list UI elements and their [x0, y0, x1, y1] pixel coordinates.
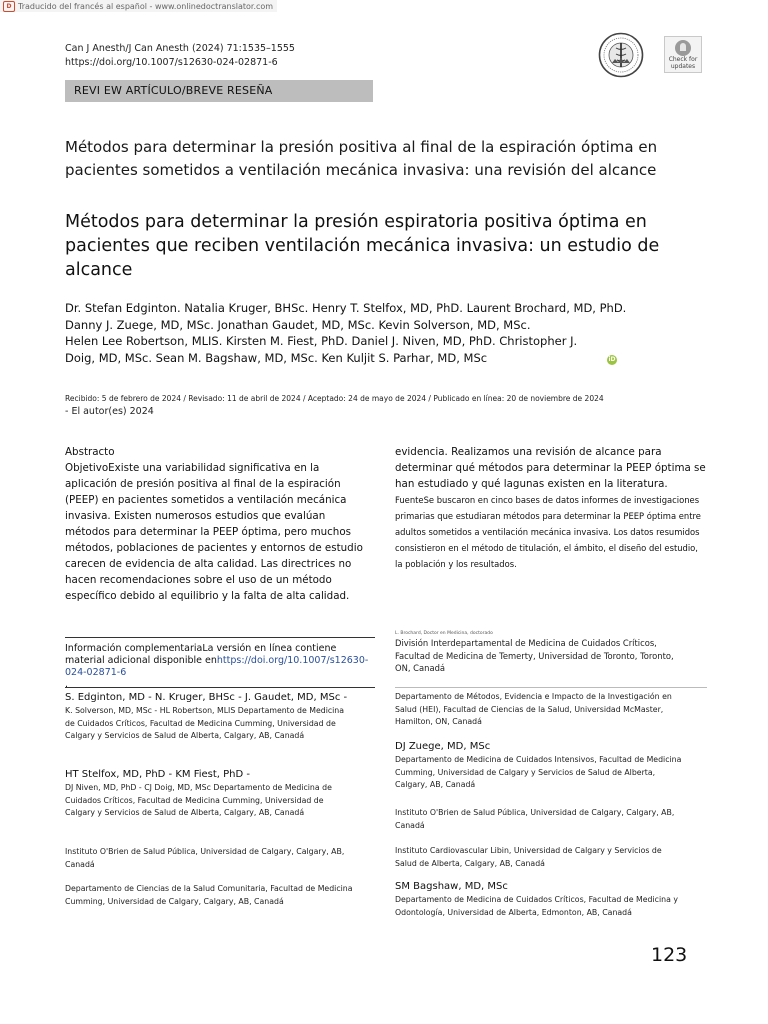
title-secondary: Métodos para determinar la presión espiratoria positiva óptima en pacientes que reciben ventilación mecánica invasiva: un estudio de alcance	[65, 212, 660, 280]
affiliation-block	[65, 883, 365, 908]
affiliation-text: Departamento de Métodos, Evidencia e Impacto de la Investigación en Salud (HEI), Facultad de Ciencias de la Salud, Universidad McMaster, Hamilton, ON, Canadá	[395, 692, 672, 726]
affiliation-block	[395, 880, 685, 919]
publication-dates: Recibido: 5 de febrero de 2024 / Revisado: 11 de abril de 2024 / Aceptado: 24 de mayo de 2024 / Publicado en línea: 20 de noviembre de 2024	[65, 394, 604, 403]
affiliation-block	[65, 768, 355, 820]
affiliation-name: S. Edginton, MD - N. Kruger, BHSc - J. Gaudet, MD, MSc -	[65, 692, 348, 703]
abstract-column-right	[395, 444, 707, 572]
source-text: Se buscaron en cinco bases de datos informes de investigaciones primarias que estudiaran métodos para determinar la PEEP óptima entre adultos sometidos a ventilación mecánica invasiva. Los datos resumidos consistieron en el método de titulación, el ámbito, el diseño del estudio, la población y los resultados.	[395, 495, 701, 569]
author-line: Danny J. Zuege, MD, MSc. Jonathan Gaudet, MD, MSc. Kevin Solverson, MD, MSc.	[65, 317, 531, 332]
author-list	[65, 300, 645, 366]
translator-logo-icon: D	[3, 1, 15, 12]
affiliation-text: Departamento de Ciencias de la Salud Comunitaria, Facultad de Medicina Cumming, Universidad de Calgary, Calgary, AB, Canadá	[65, 884, 353, 906]
translator-bar-text[interactable]: Traducido del francés al español - www.onlinedoctranslator.com	[18, 1, 274, 11]
affiliation-name: SM Bagshaw, MD, MSc	[395, 881, 508, 892]
society-seal-icon	[598, 32, 644, 78]
affiliation-text: Instituto O'Brien de Salud Pública, Universidad de Calgary, Calgary, AB, Canadá	[65, 847, 345, 869]
bookmark-icon	[675, 40, 691, 56]
affiliation-text: Instituto Cardiovascular Libin, Universidad de Calgary y Servicios de Salud de Alberta, Calgary, AB, Canadá	[395, 846, 662, 868]
supplementary-info	[65, 643, 375, 691]
author-line: Helen Lee Robertson, MLIS. Kirsten M. Fiest, PhD. Daniel J. Niven, MD, PhD. Christopher J.	[65, 334, 578, 348]
affiliation-name: HT Stelfox, MD, PhD - KM Fiest, PhD -	[65, 769, 250, 780]
affiliation-text: DJ Niven, MD, PhD - CJ Doig, MD, MSc Departamento de Medicina de Cuidados Críticos, Facultad de Medicina Cumming, Universidad de Calgary y Servicios de Salud de Alberta, Calgary, AB, Canadá	[65, 783, 332, 817]
supplementary-label: Información complementaria	[65, 643, 203, 654]
abstract-objective	[65, 460, 373, 604]
affiliation-text: Instituto O'Brien de Salud Pública, Universidad de Calgary, Calgary, AB, Canadá	[395, 808, 675, 830]
footnote-divider	[65, 637, 375, 638]
affiliation-name: DJ Zuege, MD, MSc	[395, 741, 491, 752]
abstract-column-left	[65, 444, 373, 604]
affiliation-text: División Interdepartamental de Medicina de Cuidados Críticos, Facultad de Medicina de Temerty, Universidad de Toronto, Toronto, ON, Canadá	[395, 638, 674, 673]
title-primary: Métodos para determinar la presión positiva al final de la espiración óptima en pacientes sometidos a ventilación mecánica invasiva: una revisión del alcance	[65, 138, 658, 179]
affiliation-block	[395, 740, 685, 792]
author-line: Dr. Stefan Edginton. Natalia Kruger, BHSc. Henry T. Stelfox, MD, PhD. Laurent Brochard, MD, PhD.	[65, 301, 627, 315]
orcid-icon[interactable]: iD	[608, 356, 616, 363]
affiliation-text: Departamento de Medicina de Cuidados Intensivos, Facultad de Medicina Cumming, Universidad de Calgary y Servicios de Salud de Alberta, Calgary, AB, Canadá	[395, 755, 682, 789]
objective-text: Existe una variabilidad significativa en la aplicación de presión positiva al final de la espiración (PEEP) en pacientes sometidos a ventilación mecánica invasiva. Existen numerosos estudios que evalúan métodos para determinar la PEEP óptima, pero muchos métodos, poblaciones de pacientes y entornos de estudio carecen de evidencia de alta calidad. Las directrices no hacen recomendaciones sobre el uso de un método específico debido al equilibrio y la falta de alta calidad.	[65, 462, 363, 602]
affiliation-block	[65, 691, 355, 743]
supplementary-trailing: .	[65, 679, 69, 690]
check-updates-line1: Check for	[668, 56, 698, 63]
doi-link[interactable]: https://doi.org/10.1007/s12630-024-02871-6	[65, 57, 278, 68]
footnote-divider	[395, 687, 707, 688]
journal-header	[65, 42, 295, 70]
copyright: - El autor(es) 2024	[65, 406, 154, 417]
abstract-source	[395, 492, 707, 572]
section-banner: REVI EW ARTÍCULO/BREVE RESEÑA	[65, 80, 373, 102]
check-for-updates-button[interactable]	[664, 36, 702, 73]
affiliation-text: K. Solverson, MD, MSc - HL Robertson, MLIS Departamento de Medicina de Cuidados Críticos, Facultad de Medicina Cumming, Universidad de Calgary y Servicios de Salud de Alberta, Calgary, AB, Canadá	[65, 706, 345, 740]
supplementary-text: La versión en línea contiene material adicional disponible en	[65, 643, 337, 666]
author-line: Doig, MD, MSc. Sean M. Bagshaw, MD, MSc. Ken Kuljit S. Parhar, MD, MSc	[65, 350, 488, 365]
affiliation-small-name: L. Brochard, Doctor en Medicina, doctorado	[395, 631, 493, 636]
supplementary-link[interactable]: https://doi.org/10.1007/s12630-024-02871-6	[65, 655, 369, 678]
page-number: 123	[651, 944, 688, 966]
affiliation-block	[65, 846, 355, 871]
affiliation-text: Departamento de Medicina de Cuidados Críticos, Facultad de Medicina y Odontología, Universidad de Alberta, Edmonton, AB, Canadá	[395, 895, 678, 917]
check-updates-line2: updates	[670, 62, 696, 70]
affiliation-block	[395, 691, 685, 729]
affiliation-block	[395, 630, 685, 675]
journal-citation: Can J Anesth/J Can Anesth (2024) 71:1535–1555	[65, 43, 295, 54]
objective-label: Objetivo	[65, 462, 109, 474]
abstract-continued: evidencia. Realizamos una revisión de alcance para determinar qué métodos para determinar la PEEP óptima se han estudiado y qué lagunas existen en la literatura.	[395, 446, 706, 490]
translator-bar[interactable]	[0, 0, 277, 12]
abstract-heading: Abstracto	[65, 446, 115, 458]
affiliation-block	[395, 807, 685, 832]
affiliation-block	[395, 845, 685, 870]
source-label: Fuente	[395, 495, 424, 505]
